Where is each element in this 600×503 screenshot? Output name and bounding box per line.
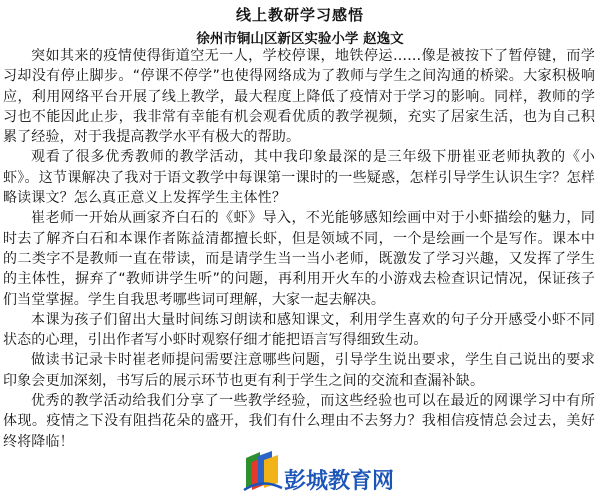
watermark-logo <box>238 448 395 500</box>
document-body <box>3 46 595 452</box>
watermark-text: 彭城教育网 <box>284 469 395 494</box>
paragraph-4: 本课为孩子们留出大量时间练习朗读和感知课文，利用学生喜欢的句子分开感受小虾不同状态的心理，引出作者写小虾时观察仔细才能把语言写得细致生动。 <box>3 311 595 349</box>
paragraph-2: 观看了很多优秀教师的教学活动，其中我印象最深的是三年级下册崔亚老师执教的《小虾》。这节课解决了我对于语文教学中每课第一课时的一些疑惑，怎样引导学生认识生字？怎样略读课文？怎么真正意义上发挥学生主体性？ <box>3 149 595 207</box>
paragraph-5: 做读书记录卡时崔老师提问需要注意哪些问题，引导学生说出要求，学生自己说出的要求印象会更加深刻，书写后的展示环节也更有利于学生之间的交流和查漏补缺。 <box>3 352 595 389</box>
paragraph-1: 突如其来的疫情使得街道空无一人，学校停课，地铁停运……像是被按下了暂停键，而学习却没有停止脚步。“停课不停学”也使得网络成为了教师与学生之间沟通的桥梁。大家积极响应，利用网络平台开展了线上教学，最大程度上降低了疫情对于学习的影响。同样，教师的学习也不能因此止步，我非常有幸能有机会观看优质的教学视频，充实了居家生活，也为自己积累了经验，对于我提高教学水平有极大的帮助。 <box>3 48 595 146</box>
author-byline: 徐州市铜山区新区实验小学 赵逸文 <box>196 31 404 47</box>
paragraph-3: 崔老师一开始从画家齐白石的《虾》导入，不光能够感知绘画中对于小虾描绘的魅力，同时去了解齐白石和本课作者陈益清都擅长虾，但是领域不同，一个是绘画一个是写作。课本中的二类字不是教师一直在带读，而是请学生当一当小老师，既激发了学习兴趣，又发挥了学生的主体性，摒弃了“教师讲学生听”的问题，再利用开火车的小游戏去检查识记情况，保证孩子们当堂掌握。学生自我思考哪些词可理解，大家一起去解决。 <box>3 210 595 308</box>
paragraph-6: 优秀的教学活动给我们分享了一些教学经验，而这些经验也可以在最近的网课学习中有所体现。疫情之下没有阻挡花朵的盛开，我们有什么理由不去努力？我相信疫情总会过去，美好终将降临！ <box>3 393 595 450</box>
document-title: 线上教研学习感悟 <box>235 6 364 24</box>
books-logo-icon <box>238 448 286 492</box>
